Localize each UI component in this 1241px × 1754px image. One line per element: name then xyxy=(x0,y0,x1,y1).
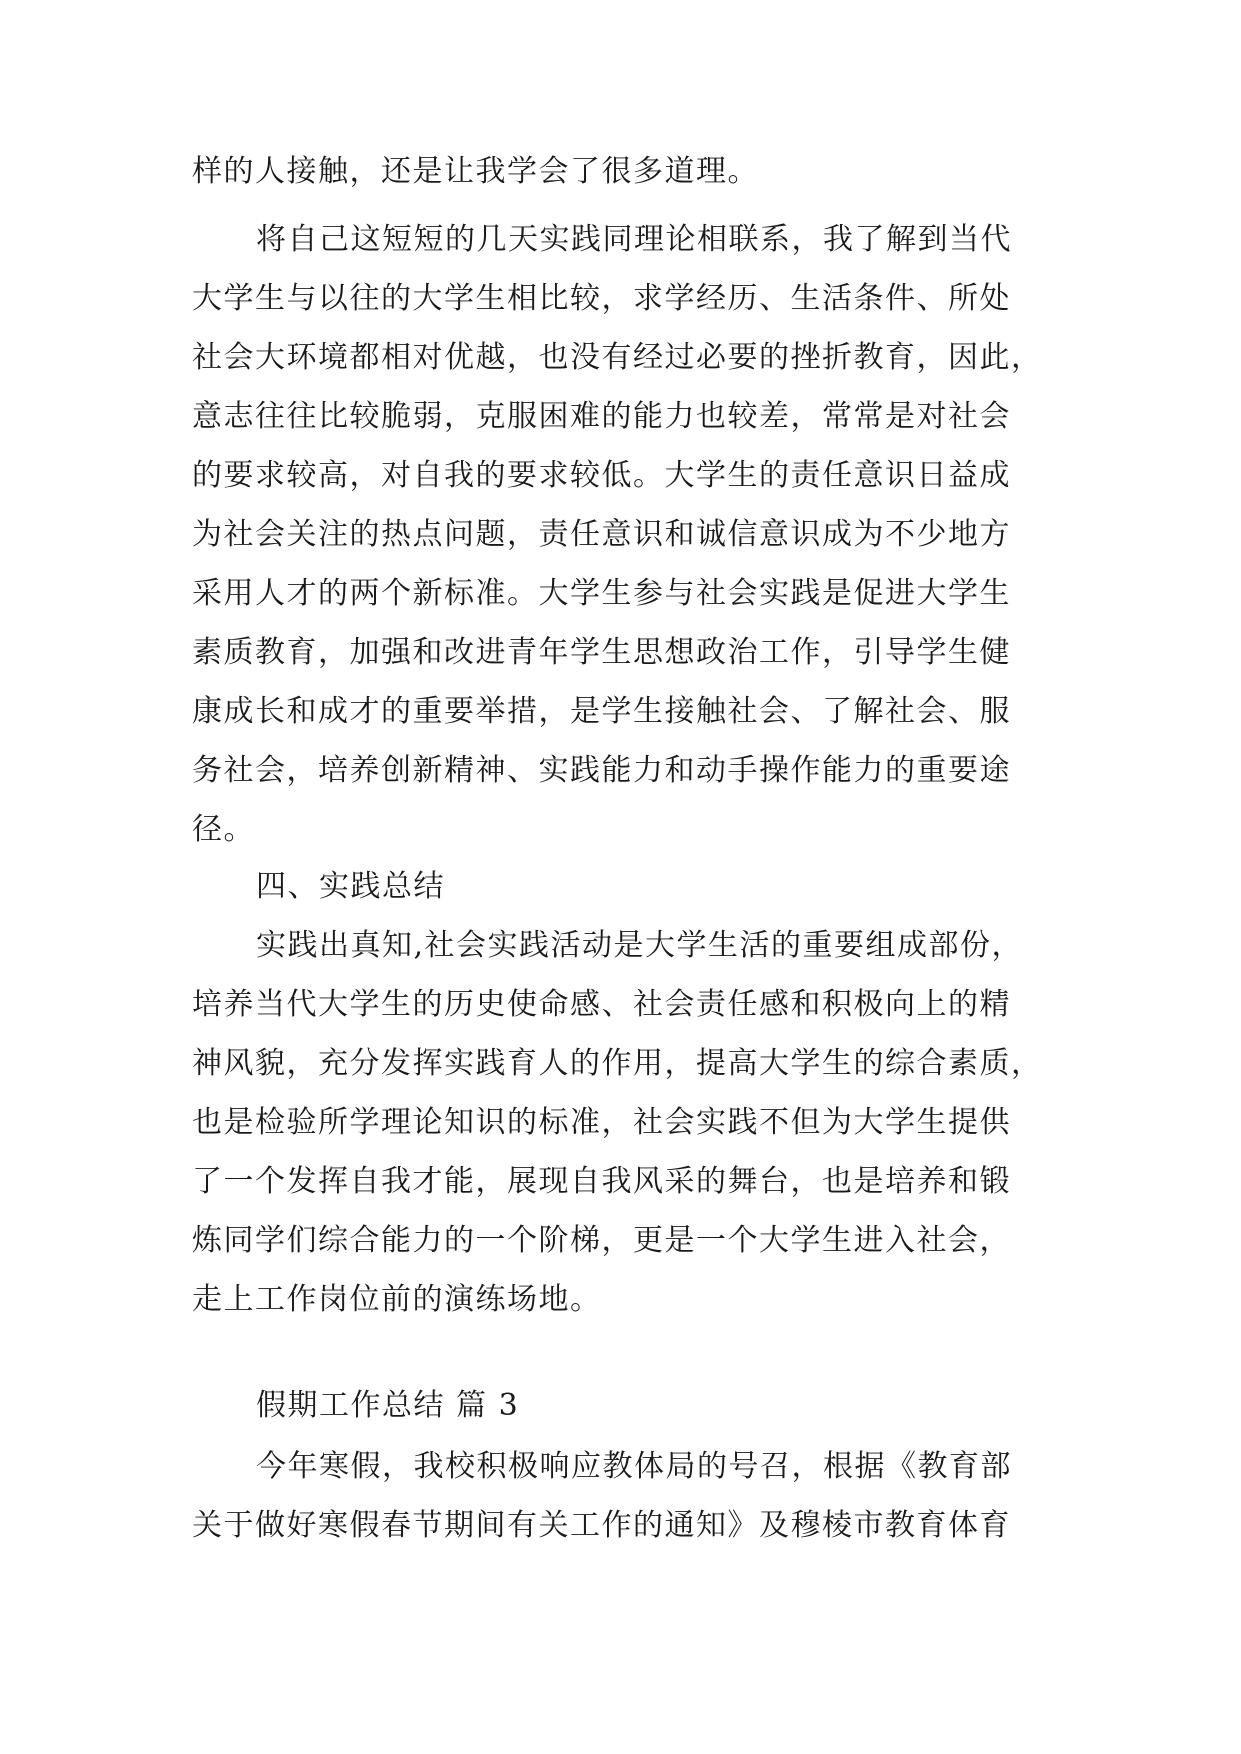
text-line: 采用人才的两个新标准。大学生参与社会实践是促进大学生 xyxy=(192,576,1011,611)
text-line: 康成长和成才的重要举措，是学生接触社会、了解社会、服 xyxy=(192,694,1011,729)
text-line: 素质教育，加强和改进青年学生思想政治工作，引导学生健 xyxy=(192,635,1011,670)
text-line: 了一个发挥自我才能，展现自我风采的舞台，也是培养和锻 xyxy=(192,1164,1011,1199)
text-line: 神风貌，充分发挥实践育人的作用，提高大学生的综合素质， xyxy=(192,1046,1043,1081)
text-line: 培养当代大学生的历史使命感、社会责任感和积极向上的精 xyxy=(192,987,1011,1022)
text-line: 意志往往比较脆弱，克服困难的能力也较差，常常是对社会 xyxy=(192,399,1011,434)
text-line: 样的人接触，还是让我学会了很多道理。 xyxy=(192,154,759,189)
text-line: 务社会，培养创新精神、实践能力和动手操作能力的重要途 xyxy=(192,753,1011,788)
section-heading: 四、实践总结 xyxy=(256,869,445,904)
text-line: 社会大环境都相对优越，也没有经过必要的挫折教育，因此， xyxy=(192,340,1043,375)
article-title: 假期工作总结 篇 3 xyxy=(256,1388,520,1423)
paragraph-first-line: 今年寒假，我校积极响应教体局的号召，根据《教育部 xyxy=(256,1449,1012,1484)
text-line: 炼同学们综合能力的一个阶梯，更是一个大学生进入社会， xyxy=(192,1223,1011,1258)
paragraph-first-line: 将自己这短短的几天实践同理论相联系，我了解到当代 xyxy=(256,222,1012,257)
text-line: 的要求较高，对自我的要求较低。大学生的责任意识日益成 xyxy=(192,458,1011,493)
text-line: 也是检验所学理论知识的标准，社会实践不但为大学生提供 xyxy=(192,1105,1011,1140)
text-line: 大学生与以往的大学生相比较，求学经历、生活条件、所处 xyxy=(192,281,1011,316)
text-line: 走上工作岗位前的演练场地。 xyxy=(192,1282,602,1317)
text-line: 为社会关注的热点问题，责任意识和诚信意识成为不少地方 xyxy=(192,517,1011,552)
paragraph-first-line: 实践出真知,社会实践活动是大学生活的重要组成部份， xyxy=(256,928,1024,963)
text-line: 关于做好寒假春节期间有关工作的通知》及穆棱市教育体育 xyxy=(192,1508,1011,1543)
text-line: 径。 xyxy=(192,812,255,847)
